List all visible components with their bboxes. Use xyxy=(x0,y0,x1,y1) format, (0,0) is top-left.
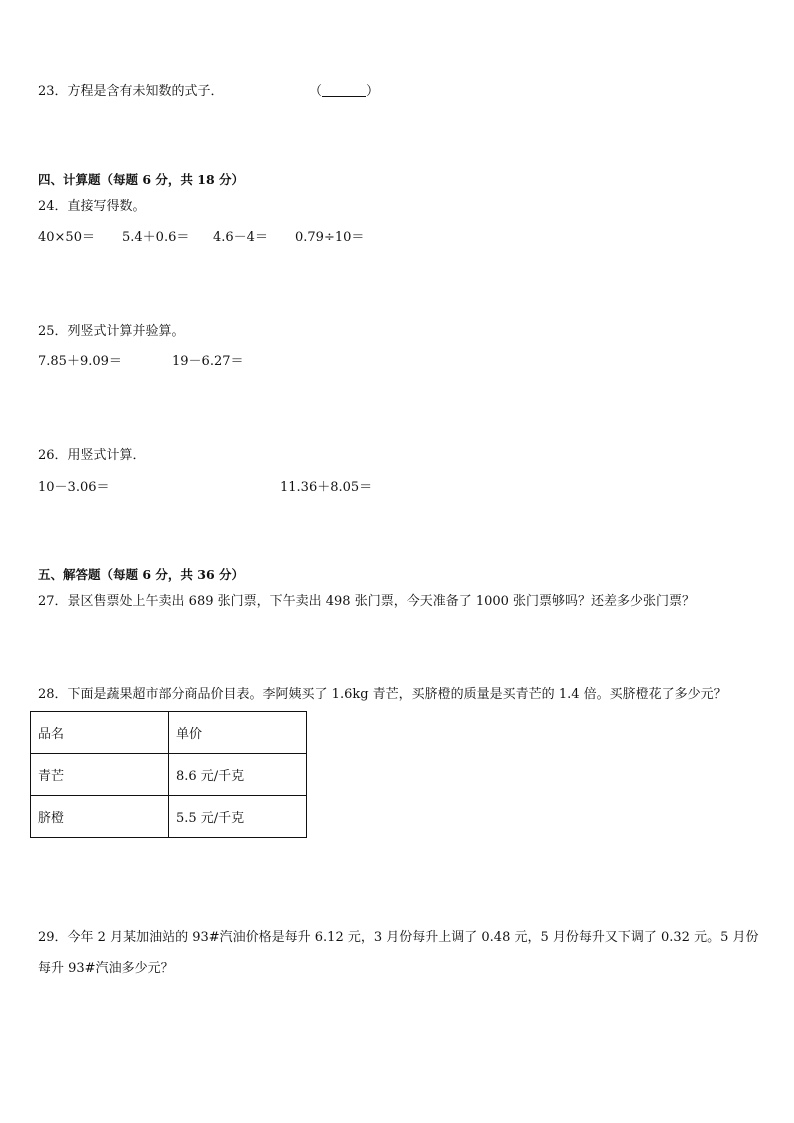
question-23-text: 23．方程是含有未知数的式子． xyxy=(38,84,224,99)
q26-item-2: 11.36＋8.05＝ xyxy=(280,480,373,495)
q24-item-3: 4.6－4＝ xyxy=(213,230,268,245)
table-cell: 8.6 元/千克 xyxy=(169,754,307,796)
q25-item-1: 7.85＋9.09＝ xyxy=(38,354,122,369)
question-23 xyxy=(38,83,224,101)
q24-item-4: 0.79÷10＝ xyxy=(295,230,365,245)
table-header-row xyxy=(31,712,307,754)
table-row xyxy=(31,754,307,796)
section-4-title: 四、计算题（每题 6 分，共 18 分） xyxy=(38,172,245,187)
question-25-title: 25．列竖式计算并验算。 xyxy=(38,324,185,339)
question-26-title: 26．用竖式计算． xyxy=(38,448,146,463)
price-table xyxy=(30,711,307,838)
q24-item-1: 40×50＝ xyxy=(38,230,95,245)
question-29-line-2: 每升 93#汽油多少元？ xyxy=(38,961,174,976)
section-5-title: 五、解答题（每题 6 分，共 36 分） xyxy=(38,567,245,582)
q24-item-2: 5.4＋0.6＝ xyxy=(122,230,190,245)
question-24-title: 24．直接写得数。 xyxy=(38,199,146,214)
table-cell: 青芒 xyxy=(31,754,169,796)
q25-item-2: 19－6.27＝ xyxy=(172,354,244,369)
question-29-line-1: 29．今年 2 月某加油站的 93#汽油价格是每升 6.12 元，3 月份每升上调了 0.48 元，5 月份每升又下调了 0.32 元。5 月份 xyxy=(38,930,759,945)
table-header-cell: 品名 xyxy=(31,712,169,754)
table-cell: 5.5 元/千克 xyxy=(169,796,307,838)
question-28: 28．下面是蔬果超市部分商品价目表。李阿姨买了 1.6kg 青芒，买脐橙的质量是买青芒的 1.4 倍。买脐橙花了多少元？ xyxy=(38,687,727,702)
table-row xyxy=(31,796,307,838)
table-cell: 脐橙 xyxy=(31,796,169,838)
question-27: 27．景区售票处上午卖出 689 张门票，下午卖出 498 张门票，今天准备了 1000 张门票够吗？还差多少张门票？ xyxy=(38,594,696,609)
answer-blank-23: （ ） xyxy=(309,84,380,99)
q26-item-1: 10－3.06＝ xyxy=(38,480,110,495)
blank-line xyxy=(322,83,366,97)
table-header-cell: 单价 xyxy=(169,712,307,754)
